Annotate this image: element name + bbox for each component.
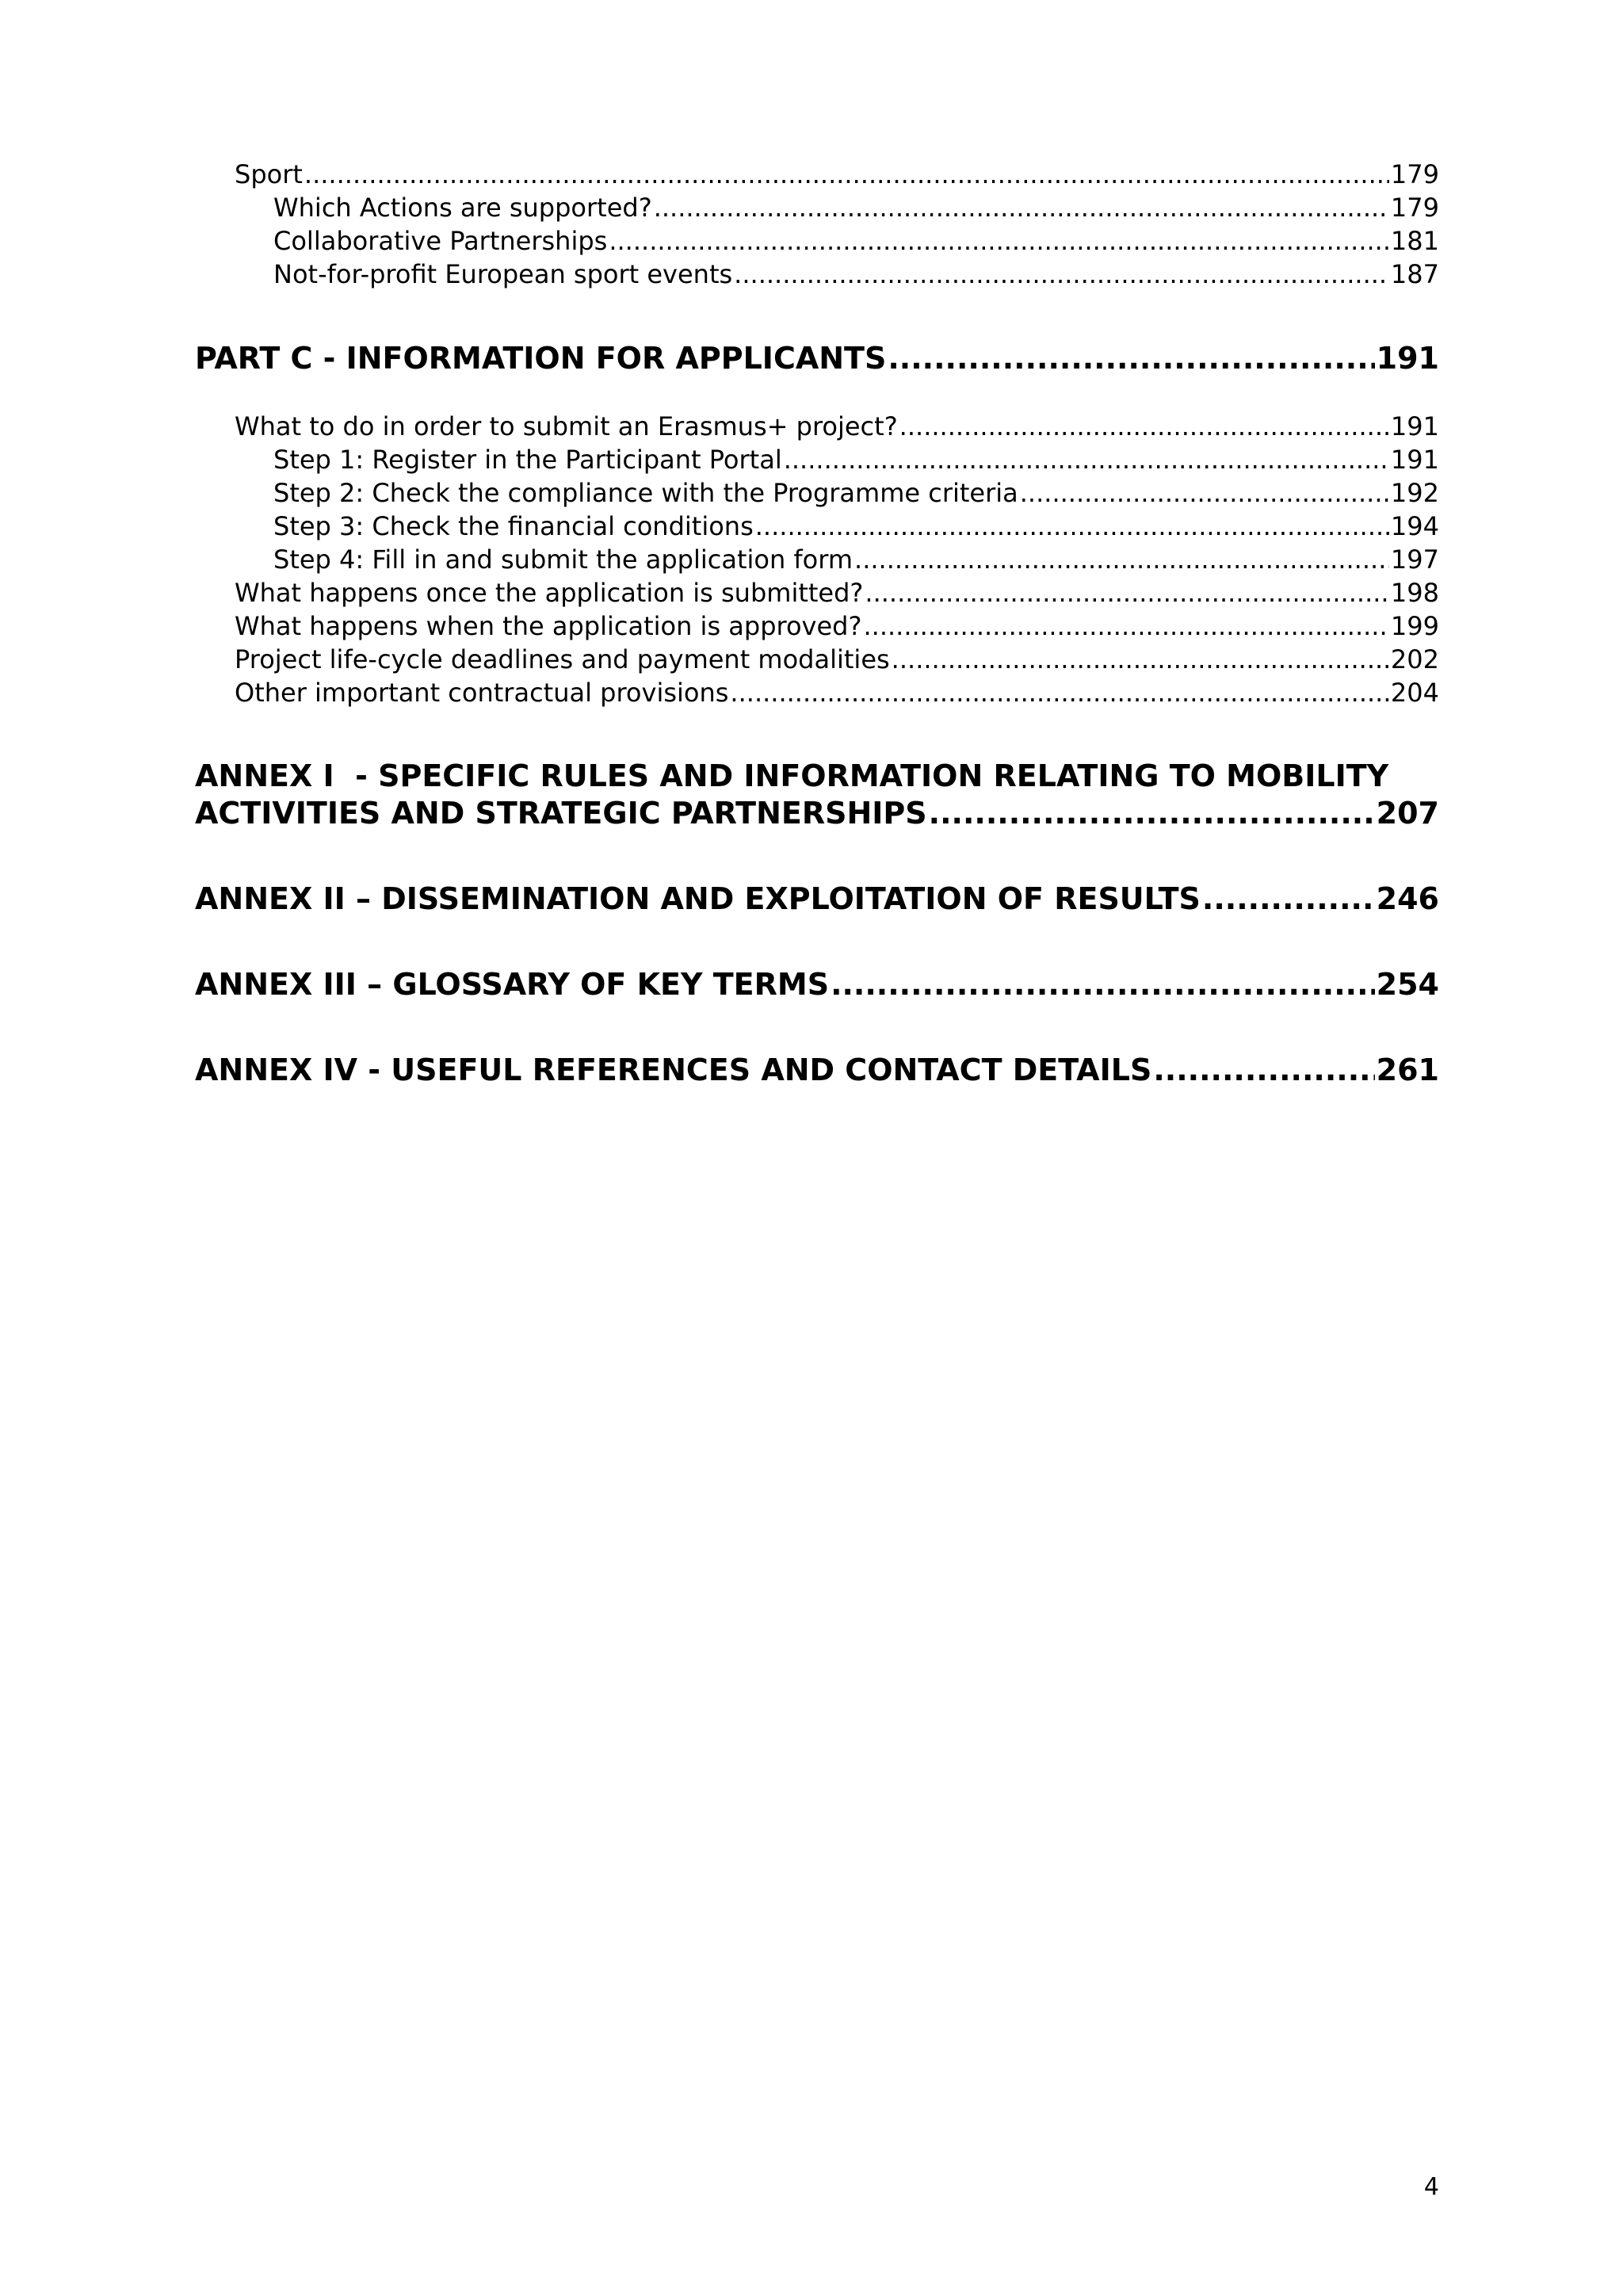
- toc-entry-page: 198: [1390, 578, 1439, 608]
- dot-leader: [784, 443, 1389, 476]
- toc-heading-page: 207: [1376, 796, 1439, 831]
- toc-entry-label: Step 3: Check the financial conditions: [273, 511, 754, 541]
- toc-entry-label: What to do in order to submit an Erasmus+ project?: [235, 411, 898, 441]
- toc-entry-contractual-provisions[interactable]: [235, 676, 1439, 709]
- toc-heading-annex-4[interactable]: [195, 1051, 1439, 1089]
- toc-entry-label: What happens when the application is approved?: [235, 611, 862, 641]
- dot-leader: [609, 224, 1389, 258]
- toc-entry-sport-events[interactable]: [273, 258, 1439, 291]
- toc-entry-page: 187: [1390, 259, 1439, 289]
- toc-entry-page: 202: [1390, 644, 1439, 674]
- toc-entry-page: 192: [1390, 478, 1439, 508]
- toc-heading-page: 261: [1376, 1052, 1439, 1087]
- toc-entry-label: Step 2: Check the compliance with the Programme criteria: [273, 478, 1018, 508]
- toc-heading-page: 254: [1376, 967, 1439, 1002]
- dot-leader: [1153, 1051, 1374, 1089]
- toc-entry-page: 179: [1390, 159, 1439, 189]
- toc-entry-submit-project[interactable]: [235, 410, 1439, 443]
- toc-entry-after-approval[interactable]: [235, 609, 1439, 643]
- dot-leader: [755, 510, 1389, 543]
- toc-heading-label: ACTIVITIES AND STRATEGIC PARTNERSHIPS: [195, 796, 927, 831]
- toc-entry-label: Step 4: Fill in and submit the application form: [273, 544, 854, 575]
- dot-leader: [929, 794, 1375, 832]
- dot-leader: [654, 191, 1389, 224]
- toc-entry-label: Not-for-profit European sport events: [273, 259, 733, 289]
- toc-entry-sport[interactable]: [235, 158, 1439, 191]
- toc-entry-label: What happens once the application is submitted?: [235, 578, 864, 608]
- dot-leader: [1202, 880, 1375, 918]
- toc-entry-label: Other important contractual provisions: [235, 678, 729, 708]
- toc-heading-annex-1[interactable]: [195, 794, 1439, 832]
- toc-entry-label: Project life-cycle deadlines and payment modalities: [235, 644, 890, 674]
- toc-entry-deadlines[interactable]: [235, 643, 1439, 676]
- toc-entry-page: 194: [1390, 511, 1439, 541]
- toc-entry-page: 181: [1390, 226, 1439, 256]
- toc-heading-label: ANNEX III – GLOSSARY OF KEY TERMS: [195, 967, 830, 1002]
- toc-entry-page: 179: [1390, 193, 1439, 223]
- toc-entry-page: 204: [1390, 678, 1439, 708]
- toc-entry-after-submission[interactable]: [235, 576, 1439, 609]
- toc-heading-label: ANNEX IV - USEFUL REFERENCES AND CONTACT DETAILS: [195, 1052, 1152, 1087]
- toc-heading-part-c[interactable]: [195, 339, 1439, 377]
- dot-leader: [892, 643, 1389, 676]
- toc-heading-annex-2[interactable]: [195, 880, 1439, 918]
- toc-heading-label: PART C - INFORMATION FOR APPLICANTS: [195, 341, 887, 376]
- dot-leader: [863, 609, 1388, 643]
- dot-leader: [865, 576, 1389, 609]
- toc-heading-page: 246: [1376, 881, 1439, 916]
- toc-heading-annex-3[interactable]: [195, 965, 1439, 1003]
- toc-entry-page: 197: [1390, 544, 1439, 575]
- dot-leader: [734, 258, 1389, 291]
- toc-entry-step-4[interactable]: [273, 543, 1439, 576]
- toc-entry-label: Sport: [235, 159, 303, 189]
- toc-entry-label: Collaborative Partnerships: [273, 226, 608, 256]
- toc-heading-page: 191: [1376, 341, 1439, 376]
- dot-leader: [1020, 476, 1389, 510]
- toc-entry-page: 199: [1390, 611, 1439, 641]
- toc-entry-step-3[interactable]: [273, 510, 1439, 543]
- dot-leader: [899, 410, 1389, 443]
- toc-entry-step-2[interactable]: [273, 476, 1439, 510]
- toc-entry-page: 191: [1390, 445, 1439, 475]
- toc-entry-page: 191: [1390, 411, 1439, 441]
- dot-leader: [304, 158, 1389, 191]
- toc-entry-collaborative-partnerships[interactable]: [273, 224, 1439, 258]
- page-number: 4: [1423, 2173, 1439, 2201]
- dot-leader: [831, 965, 1375, 1003]
- toc-entry-label: Which Actions are supported?: [273, 193, 652, 223]
- toc-entry-label: Step 1: Register in the Participant Portal: [273, 445, 782, 475]
- toc-heading-label: ANNEX II – DISSEMINATION AND EXPLOITATION OF RESULTS: [195, 881, 1201, 916]
- dot-leader: [730, 676, 1389, 709]
- toc-entry-which-actions[interactable]: [273, 191, 1439, 224]
- dot-leader: [854, 543, 1389, 576]
- dot-leader: [888, 339, 1374, 377]
- toc-heading-annex-1-line1[interactable]: ANNEX I - SPECIFIC RULES AND INFORMATION RELATING TO MOBILITY: [195, 758, 1389, 793]
- toc-entry-step-1[interactable]: [273, 443, 1439, 476]
